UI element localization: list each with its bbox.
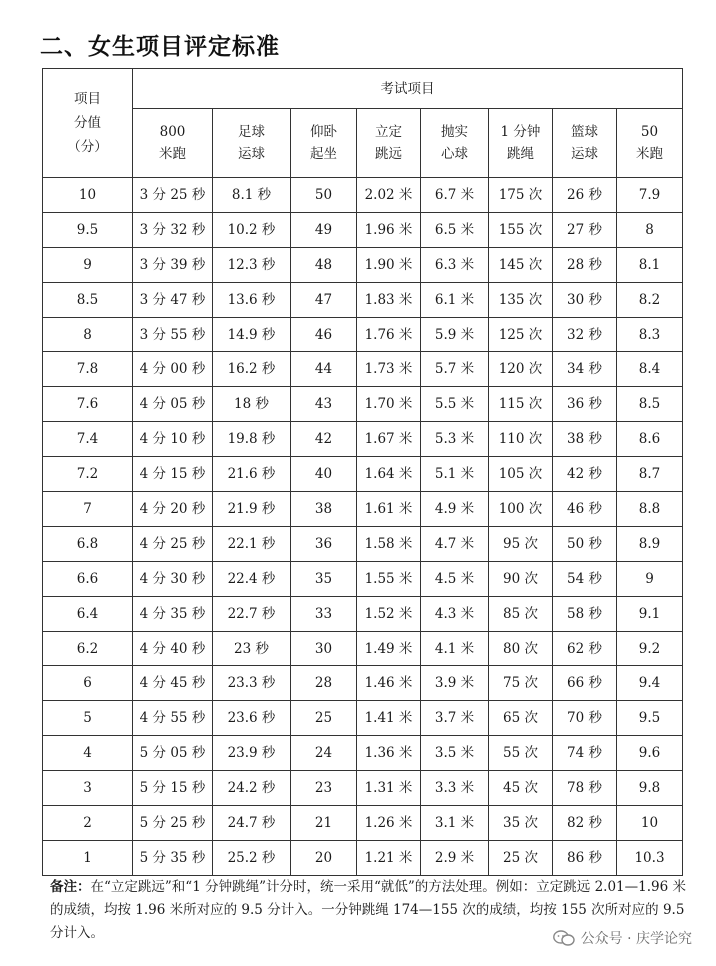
- value-cell: 74 秒: [553, 736, 617, 771]
- value-cell: 7.9: [617, 178, 683, 213]
- table-row: [43, 561, 683, 596]
- value-cell: 3 分 39 秒: [133, 247, 213, 282]
- score-cell: 5: [43, 701, 133, 736]
- column-header: [421, 109, 489, 178]
- value-cell: 3 分 55 秒: [133, 317, 213, 352]
- value-cell: 21.9 秒: [213, 492, 291, 527]
- value-cell: 1.49 米: [357, 631, 421, 666]
- column-header-line: 跳绳: [507, 146, 534, 162]
- value-cell: 4 分 20 秒: [133, 492, 213, 527]
- value-cell: 4.7 米: [421, 526, 489, 561]
- column-header-line: 800: [159, 124, 186, 140]
- value-cell: 1.67 米: [357, 422, 421, 457]
- value-cell: 100 次: [489, 492, 553, 527]
- page-title: 二、女生项目评定标准: [40, 34, 280, 60]
- column-header-line: 仰卧: [310, 124, 337, 140]
- score-cell: 7.2: [43, 457, 133, 492]
- table-row: [43, 317, 683, 352]
- value-cell: 18 秒: [213, 387, 291, 422]
- value-cell: 1.52 米: [357, 596, 421, 631]
- score-cell: 4: [43, 736, 133, 771]
- value-cell: 21.6 秒: [213, 457, 291, 492]
- value-cell: 8.5: [617, 387, 683, 422]
- value-cell: 8.7: [617, 457, 683, 492]
- value-cell: 28 秒: [553, 247, 617, 282]
- value-cell: 8.2: [617, 282, 683, 317]
- table-body: [43, 178, 683, 876]
- value-cell: 23 秒: [213, 631, 291, 666]
- score-cell: 6: [43, 666, 133, 701]
- table-row: [43, 631, 683, 666]
- score-cell: 7.4: [43, 422, 133, 457]
- footnote-label: 备注：: [50, 879, 91, 895]
- column-header-row: [43, 109, 683, 178]
- table-row: [43, 701, 683, 736]
- table-row: [43, 526, 683, 561]
- value-cell: 9.8: [617, 771, 683, 806]
- value-cell: 21: [291, 806, 357, 841]
- footnote-text: 在“立定跳远”和“1 分钟跳绳”计分时，统一采用“就低”的方法处理。例如：立定跳远 2.01—1.96 米的成绩，均按 1.96 米所对应的 9.5 分计入。一分钟跳绳 174—155 次的成绩，均按 155 次所对应的 9.5 分计入。: [50, 879, 686, 941]
- value-cell: 23.9 秒: [213, 736, 291, 771]
- value-cell: 10.2 秒: [213, 212, 291, 247]
- value-cell: 30 秒: [553, 282, 617, 317]
- value-cell: 22.7 秒: [213, 596, 291, 631]
- watermark-text: 公众号 · 庆学论究: [580, 931, 692, 947]
- column-header-line: 跳远: [375, 146, 402, 162]
- value-cell: 6.5 米: [421, 212, 489, 247]
- corner-header-cell: [43, 69, 133, 178]
- score-cell: 1: [43, 840, 133, 875]
- value-cell: 4 分 05 秒: [133, 387, 213, 422]
- value-cell: 85 次: [489, 596, 553, 631]
- column-header-line: 米跑: [159, 146, 186, 162]
- value-cell: 135 次: [489, 282, 553, 317]
- value-cell: 32 秒: [553, 317, 617, 352]
- table-row: [43, 178, 683, 213]
- table-row: [43, 212, 683, 247]
- value-cell: 3 分 32 秒: [133, 212, 213, 247]
- value-cell: 95 次: [489, 526, 553, 561]
- value-cell: 46: [291, 317, 357, 352]
- column-header-line: 篮球: [571, 124, 598, 140]
- value-cell: 5.5 米: [421, 387, 489, 422]
- table-row: [43, 596, 683, 631]
- value-cell: 145 次: [489, 247, 553, 282]
- value-cell: 62 秒: [553, 631, 617, 666]
- value-cell: 40: [291, 457, 357, 492]
- value-cell: 6.1 米: [421, 282, 489, 317]
- value-cell: 4.3 米: [421, 596, 489, 631]
- score-cell: 3: [43, 771, 133, 806]
- scoring-table: [42, 68, 683, 876]
- value-cell: 22.4 秒: [213, 561, 291, 596]
- value-cell: 5 分 35 秒: [133, 840, 213, 875]
- value-cell: 125 次: [489, 317, 553, 352]
- score-cell: 6.4: [43, 596, 133, 631]
- score-cell: 8: [43, 317, 133, 352]
- value-cell: 50 秒: [553, 526, 617, 561]
- value-cell: 2.02 米: [357, 178, 421, 213]
- score-cell: 6.6: [43, 561, 133, 596]
- column-header-line: 心球: [441, 146, 468, 162]
- column-header-line: 抛实: [441, 124, 468, 140]
- score-cell: 8.5: [43, 282, 133, 317]
- value-cell: 65 次: [489, 701, 553, 736]
- value-cell: 5 分 25 秒: [133, 806, 213, 841]
- value-cell: 6.3 米: [421, 247, 489, 282]
- column-header: [357, 109, 421, 178]
- value-cell: 8.9: [617, 526, 683, 561]
- value-cell: 20: [291, 840, 357, 875]
- value-cell: 9: [617, 561, 683, 596]
- watermark: [549, 926, 696, 950]
- table-row: [43, 840, 683, 875]
- value-cell: 25: [291, 701, 357, 736]
- value-cell: 55 次: [489, 736, 553, 771]
- value-cell: 4 分 40 秒: [133, 631, 213, 666]
- value-cell: 46 秒: [553, 492, 617, 527]
- value-cell: 5 分 15 秒: [133, 771, 213, 806]
- corner-label-score: 分值: [74, 115, 101, 131]
- value-cell: 36 秒: [553, 387, 617, 422]
- value-cell: 78 秒: [553, 771, 617, 806]
- table-row: [43, 736, 683, 771]
- value-cell: 4 分 15 秒: [133, 457, 213, 492]
- value-cell: 47: [291, 282, 357, 317]
- value-cell: 70 秒: [553, 701, 617, 736]
- value-cell: 42 秒: [553, 457, 617, 492]
- value-cell: 9.6: [617, 736, 683, 771]
- score-cell: 6.8: [43, 526, 133, 561]
- value-cell: 155 次: [489, 212, 553, 247]
- table-row: [43, 422, 683, 457]
- value-cell: 3 分 25 秒: [133, 178, 213, 213]
- value-cell: 16.2 秒: [213, 352, 291, 387]
- value-cell: 80 次: [489, 631, 553, 666]
- value-cell: 3.1 米: [421, 806, 489, 841]
- score-cell: 7.6: [43, 387, 133, 422]
- value-cell: 24.2 秒: [213, 771, 291, 806]
- table-row: [43, 771, 683, 806]
- corner-label-item: 项目: [74, 91, 101, 107]
- value-cell: 4 分 45 秒: [133, 666, 213, 701]
- value-cell: 42: [291, 422, 357, 457]
- value-cell: 1.76 米: [357, 317, 421, 352]
- column-header-line: 起坐: [310, 146, 337, 162]
- value-cell: 8: [617, 212, 683, 247]
- column-header-line: 1 分钟: [500, 124, 541, 140]
- value-cell: 43: [291, 387, 357, 422]
- value-cell: 8.1: [617, 247, 683, 282]
- value-cell: 19.8 秒: [213, 422, 291, 457]
- value-cell: 8.4: [617, 352, 683, 387]
- column-header: [213, 109, 291, 178]
- value-cell: 44: [291, 352, 357, 387]
- value-cell: 25 次: [489, 840, 553, 875]
- value-cell: 1.73 米: [357, 352, 421, 387]
- score-cell: 6.2: [43, 631, 133, 666]
- value-cell: 1.90 米: [357, 247, 421, 282]
- value-cell: 35 次: [489, 806, 553, 841]
- value-cell: 23.3 秒: [213, 666, 291, 701]
- table-row: [43, 387, 683, 422]
- column-header-line: 米跑: [636, 146, 663, 162]
- value-cell: 49: [291, 212, 357, 247]
- value-cell: 120 次: [489, 352, 553, 387]
- value-cell: 9.5: [617, 701, 683, 736]
- value-cell: 3.7 米: [421, 701, 489, 736]
- value-cell: 45 次: [489, 771, 553, 806]
- value-cell: 1.64 米: [357, 457, 421, 492]
- column-header-line: 运球: [238, 146, 265, 162]
- value-cell: 110 次: [489, 422, 553, 457]
- value-cell: 28: [291, 666, 357, 701]
- value-cell: 1.55 米: [357, 561, 421, 596]
- value-cell: 4 分 35 秒: [133, 596, 213, 631]
- value-cell: 34 秒: [553, 352, 617, 387]
- value-cell: 30: [291, 631, 357, 666]
- value-cell: 25.2 秒: [213, 840, 291, 875]
- value-cell: 86 秒: [553, 840, 617, 875]
- value-cell: 1.70 米: [357, 387, 421, 422]
- column-header: [553, 109, 617, 178]
- value-cell: 1.26 米: [357, 806, 421, 841]
- value-cell: 36: [291, 526, 357, 561]
- value-cell: 105 次: [489, 457, 553, 492]
- value-cell: 9.2: [617, 631, 683, 666]
- value-cell: 5.1 米: [421, 457, 489, 492]
- value-cell: 33: [291, 596, 357, 631]
- table-row: [43, 666, 683, 701]
- value-cell: 4 分 10 秒: [133, 422, 213, 457]
- value-cell: 1.58 米: [357, 526, 421, 561]
- value-cell: 14.9 秒: [213, 317, 291, 352]
- value-cell: 35: [291, 561, 357, 596]
- value-cell: 22.1 秒: [213, 526, 291, 561]
- corner-label-unit: （分）: [67, 139, 108, 155]
- value-cell: 13.6 秒: [213, 282, 291, 317]
- value-cell: 24.7 秒: [213, 806, 291, 841]
- value-cell: 10: [617, 806, 683, 841]
- column-header: [133, 109, 213, 178]
- value-cell: 12.3 秒: [213, 247, 291, 282]
- value-cell: 48: [291, 247, 357, 282]
- table-row: [43, 352, 683, 387]
- column-header: [489, 109, 553, 178]
- value-cell: 1.36 米: [357, 736, 421, 771]
- value-cell: 23: [291, 771, 357, 806]
- value-cell: 3.5 米: [421, 736, 489, 771]
- value-cell: 6.7 米: [421, 178, 489, 213]
- value-cell: 1.46 米: [357, 666, 421, 701]
- value-cell: 24: [291, 736, 357, 771]
- score-cell: 7: [43, 492, 133, 527]
- value-cell: 1.31 米: [357, 771, 421, 806]
- value-cell: 3 分 47 秒: [133, 282, 213, 317]
- value-cell: 10.3: [617, 840, 683, 875]
- value-cell: 75 次: [489, 666, 553, 701]
- value-cell: 1.83 米: [357, 282, 421, 317]
- score-cell: 7.8: [43, 352, 133, 387]
- table-row: [43, 457, 683, 492]
- value-cell: 8.3: [617, 317, 683, 352]
- value-cell: 115 次: [489, 387, 553, 422]
- value-cell: 23.6 秒: [213, 701, 291, 736]
- value-cell: 82 秒: [553, 806, 617, 841]
- value-cell: 3.9 米: [421, 666, 489, 701]
- value-cell: 1.96 米: [357, 212, 421, 247]
- column-header-line: 50: [640, 124, 659, 140]
- group-header: 考试项目: [133, 69, 683, 109]
- value-cell: 58 秒: [553, 596, 617, 631]
- value-cell: 5.9 米: [421, 317, 489, 352]
- table-row: [43, 806, 683, 841]
- value-cell: 1.41 米: [357, 701, 421, 736]
- table-row: [43, 282, 683, 317]
- table-row: [43, 492, 683, 527]
- value-cell: 5 分 05 秒: [133, 736, 213, 771]
- value-cell: 9.4: [617, 666, 683, 701]
- column-header-line: 足球: [238, 124, 265, 140]
- value-cell: 4 分 00 秒: [133, 352, 213, 387]
- column-header-line: 运球: [571, 146, 598, 162]
- column-header-line: 立定: [375, 124, 402, 140]
- value-cell: 4 分 55 秒: [133, 701, 213, 736]
- score-cell: 2: [43, 806, 133, 841]
- score-cell: 9: [43, 247, 133, 282]
- value-cell: 1.21 米: [357, 840, 421, 875]
- value-cell: 8.1 秒: [213, 178, 291, 213]
- value-cell: 4 分 25 秒: [133, 526, 213, 561]
- value-cell: 9.1: [617, 596, 683, 631]
- score-cell: 10: [43, 178, 133, 213]
- value-cell: 1.61 米: [357, 492, 421, 527]
- value-cell: 5.7 米: [421, 352, 489, 387]
- value-cell: 3.3 米: [421, 771, 489, 806]
- value-cell: 5.3 米: [421, 422, 489, 457]
- table-row: [43, 247, 683, 282]
- value-cell: 50: [291, 178, 357, 213]
- value-cell: 4.5 米: [421, 561, 489, 596]
- value-cell: 66 秒: [553, 666, 617, 701]
- value-cell: 2.9 米: [421, 840, 489, 875]
- score-cell: 9.5: [43, 212, 133, 247]
- value-cell: 27 秒: [553, 212, 617, 247]
- value-cell: 4.9 米: [421, 492, 489, 527]
- value-cell: 38: [291, 492, 357, 527]
- value-cell: 38 秒: [553, 422, 617, 457]
- value-cell: 8.8: [617, 492, 683, 527]
- value-cell: 8.6: [617, 422, 683, 457]
- column-header: [291, 109, 357, 178]
- value-cell: 26 秒: [553, 178, 617, 213]
- wechat-icon: [553, 930, 575, 946]
- value-cell: 54 秒: [553, 561, 617, 596]
- value-cell: 175 次: [489, 178, 553, 213]
- value-cell: 4.1 米: [421, 631, 489, 666]
- column-header: [617, 109, 683, 178]
- value-cell: 4 分 30 秒: [133, 561, 213, 596]
- value-cell: 90 次: [489, 561, 553, 596]
